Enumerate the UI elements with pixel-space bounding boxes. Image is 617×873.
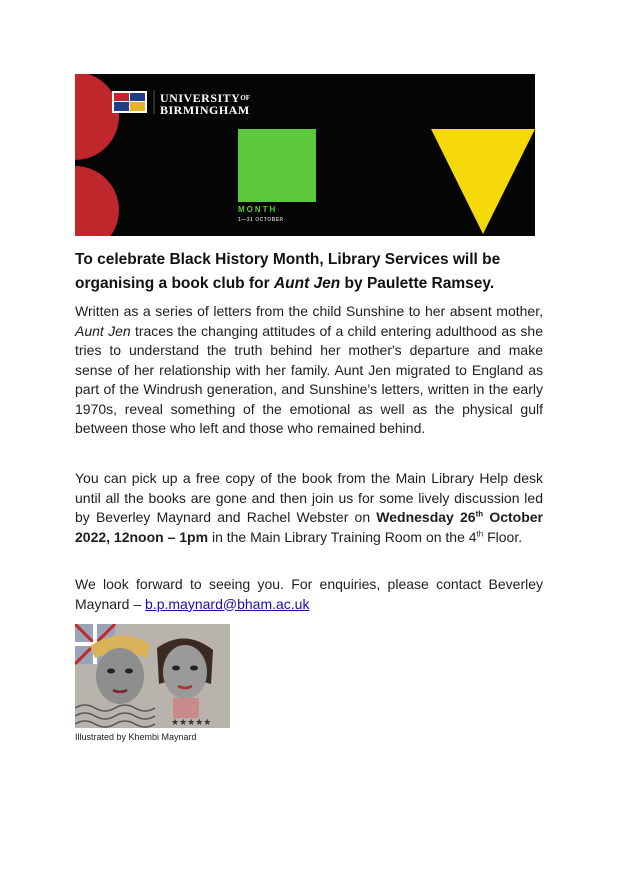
event-details: You can pick up a free copy of the book from the Main Library Help desk until all the books are gone and then join us for some lively discussion led by Beverley Maynard and Rachel Webster on Wednesday 26th October 2022, 12noon – 1pm in the Main Library Training Room on the 4th Floor. — [75, 470, 543, 545]
university-logo-text: $UNIVERSITY^{OF}$ BIRMINGHAM — [160, 91, 251, 117]
page-heading: To celebrate Black History Month, Library Services will be organising a book club for Aunt Jen by Paulette Ramsey. — [75, 251, 501, 292]
email-link[interactable]: b.p.maynard@bham.ac.uk — [145, 595, 310, 612]
campaign-dates: 1—31 OCTOBER — [238, 217, 284, 223]
yellow-triangle — [431, 129, 535, 234]
banner-graphics — [75, 74, 535, 236]
book-title: Aunt Jen — [273, 275, 341, 292]
illustration-caption: Illustrated by Khembi Maynard — [75, 732, 197, 742]
contact-info: We look forward to seeing you. For enquiries, please contact Beverley Maynard – b.p.maynard@bham.ac.uk — [75, 576, 543, 612]
svg-text:★★★★★: ★★★★★ — [171, 718, 212, 728]
university-crest-icon — [112, 91, 147, 113]
red-semicircle-top — [75, 74, 119, 160]
black-history-month-banner — [75, 74, 535, 236]
illustration-image — [75, 624, 230, 728]
book-title: Aunt Jen — [75, 322, 131, 339]
black-history-month-label: BLACK HISTORY MONTH — [238, 185, 288, 214]
book-description: Written as a series of letters from the child Sunshine to her absent mother, Aunt Jen traces the changing attitudes of a child entering adulthood as she tries to understand the truth behind her mother's departure and make sense of her relationship with her family. Aunt Jen migrated to England as part of the Windrush generation, and Sunshine's letters, written in the early 1970s, reveal something of the emotional as well as the physical gulf between those who left and those who remained behind. — [75, 303, 543, 436]
red-semicircle-bottom — [75, 166, 119, 236]
